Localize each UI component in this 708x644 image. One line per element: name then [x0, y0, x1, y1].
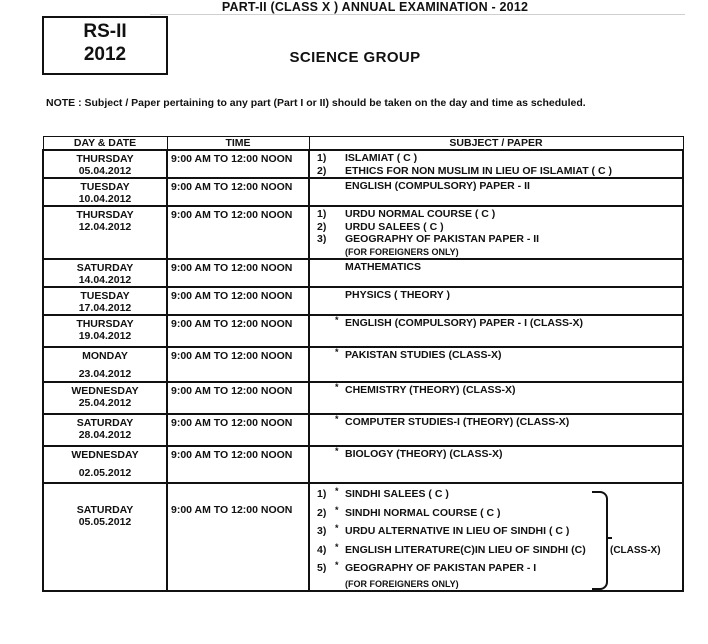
subject-line [313, 504, 679, 523]
table-row [43, 315, 683, 347]
subject-line [313, 165, 679, 178]
subject-name: SINDHI NORMAL COURSE ( C ) [345, 506, 501, 519]
subject-line [313, 485, 679, 504]
exam-time: 9:00 AM TO 12:00 NOON [171, 181, 293, 193]
subject-name: CHEMISTRY (THEORY) (CLASS-X) [345, 384, 516, 396]
table-header-row [43, 137, 683, 151]
asterisk-mark [335, 575, 345, 588]
asterisk-mark: * [335, 446, 339, 456]
page-title: PART-II (CLASS X ) ANNUAL EXAMINATION - 2012 [221, 0, 529, 14]
subject-line [313, 522, 679, 541]
table-row [43, 347, 683, 382]
day-name: WEDNESDAY [71, 385, 139, 397]
subject-number: 2) [317, 164, 327, 177]
day-date-cell [43, 259, 167, 287]
subject-cell [309, 178, 683, 206]
subject-cell [309, 382, 683, 414]
asterisk-mark: * [335, 504, 339, 515]
day-name: SATURDAY [76, 262, 134, 274]
day-name: THURSDAY [76, 153, 134, 165]
asterisk-mark [335, 218, 345, 231]
subject-line [313, 289, 679, 302]
subject-line [313, 208, 679, 221]
subject-cell [309, 446, 683, 483]
class-x-bracket [592, 491, 608, 590]
day-name: SATURDAY [76, 504, 134, 516]
time-cell [167, 150, 309, 178]
asterisk-mark: * [335, 523, 339, 533]
day-date-cell [43, 206, 167, 259]
subject-name: SINDHI SALEES ( C ) [345, 488, 449, 500]
paper-code-box [42, 16, 168, 75]
subject-number: 3) [317, 525, 327, 537]
subject-line [313, 221, 679, 234]
day-name: MONDAY [82, 350, 128, 362]
subject-line [313, 261, 679, 274]
bracket-label: (CLASS-X) [610, 545, 661, 556]
subject-name: PAKISTAN STUDIES (CLASS-X) [345, 349, 502, 361]
exam-time: 9:00 AM TO 12:00 NOON [171, 290, 293, 302]
asterisk-mark [335, 287, 345, 299]
subject-line [313, 559, 679, 578]
subject-number [313, 261, 335, 274]
subject-number [313, 384, 335, 397]
time-cell [167, 483, 309, 591]
header-subject: SUBJECT / PAPER [309, 137, 683, 151]
exam-date: 10.04.2012 [78, 193, 132, 205]
subject-line [313, 246, 679, 259]
exam-date: 05.05.2012 [78, 516, 132, 528]
subject-cell [309, 315, 683, 347]
subject-cell [309, 150, 683, 178]
subject-line [313, 317, 679, 330]
exam-time: 9:00 AM TO 12:00 NOON [171, 504, 293, 516]
asterisk-mark: * [335, 382, 339, 392]
exam-time: 9:00 AM TO 12:00 NOON [171, 385, 293, 397]
exam-date: 17.04.2012 [78, 302, 132, 314]
exam-date: 28.04.2012 [78, 429, 132, 441]
subject-name: ISLAMIAT ( C ) [345, 152, 418, 164]
subject-number [313, 578, 335, 591]
table-row [43, 446, 683, 483]
time-cell [167, 347, 309, 382]
exam-date: 14.04.2012 [78, 274, 132, 286]
subject-name: (FOR FOREIGNERS ONLY) [345, 246, 459, 257]
subject-name: URDU NORMAL COURSE ( C ) [345, 208, 496, 220]
subject-number: 1) [317, 208, 327, 220]
exam-date: 02.05.2012 [78, 467, 132, 479]
paper-year: 2012 [83, 44, 127, 65]
asterisk-mark: * [335, 414, 339, 424]
subject-number [313, 246, 335, 259]
asterisk-mark [335, 206, 345, 218]
exam-date: 19.04.2012 [78, 330, 132, 342]
subject-number: 2) [317, 506, 327, 519]
subject-name: ETHICS FOR NON MUSLIM IN LIEU OF ISLAMIAT ( C ) [345, 164, 612, 177]
subject-line [313, 448, 679, 461]
subject-number [313, 180, 335, 193]
day-date-cell [43, 150, 167, 178]
subject-name: GEOGRAPHY OF PAKISTAN PAPER - I [345, 562, 537, 574]
group-title: SCIENCE GROUP [289, 49, 421, 66]
subject-cell [309, 259, 683, 287]
subject-number [313, 416, 335, 429]
subject-name: MATHEMATICS [345, 261, 422, 273]
asterisk-mark: * [335, 541, 339, 552]
day-name: SATURDAY [76, 417, 134, 429]
subject-number: 3) [317, 233, 327, 245]
day-date-cell [43, 414, 167, 446]
table-row [43, 382, 683, 414]
asterisk-mark: * [335, 560, 339, 570]
subject-name: COMPUTER STUDIES-I (THEORY) (CLASS-X) [345, 416, 570, 428]
subject-name: URDU SALEES ( C ) [345, 220, 444, 233]
exam-time: 9:00 AM TO 12:00 NOON [171, 350, 293, 362]
subject-line [313, 349, 679, 362]
exam-time: 9:00 AM TO 12:00 NOON [171, 417, 293, 429]
subject-line [313, 152, 679, 165]
day-name: TUESDAY [80, 181, 130, 193]
time-cell [167, 259, 309, 287]
subject-number: 2) [317, 220, 327, 233]
time-cell [167, 287, 309, 315]
asterisk-mark: * [335, 315, 339, 325]
subject-line [313, 384, 679, 397]
subject-line [313, 416, 679, 429]
table-row [43, 483, 683, 591]
time-cell [167, 382, 309, 414]
subject-number [313, 349, 335, 362]
subject-cell [309, 347, 683, 382]
subject-line [313, 180, 679, 193]
class-x-bracket-tip [606, 537, 612, 539]
asterisk-mark [335, 162, 345, 175]
subject-cell [309, 287, 683, 315]
exam-date: 25.04.2012 [78, 397, 132, 409]
subject-cell [309, 206, 683, 259]
subject-number [313, 317, 335, 330]
asterisk-mark [335, 230, 345, 243]
time-cell [167, 446, 309, 483]
subject-name: (FOR FOREIGNERS ONLY) [345, 578, 459, 589]
paper-code: RS-II [83, 21, 127, 42]
table-row [43, 150, 683, 178]
schedule-table [42, 136, 684, 592]
asterisk-mark: * [335, 347, 339, 357]
table-row [43, 206, 683, 259]
exam-date: 05.04.2012 [78, 165, 132, 177]
day-date-cell [43, 315, 167, 347]
asterisk-mark [335, 259, 345, 271]
subject-line [313, 578, 679, 591]
day-date-cell [43, 347, 167, 382]
time-cell [167, 414, 309, 446]
day-date-cell [43, 483, 167, 591]
exam-time: 9:00 AM TO 12:00 NOON [171, 449, 293, 461]
table-row [43, 414, 683, 446]
subject-name: ENGLISH (COMPULSORY) PAPER - II [345, 180, 530, 192]
subject-cell [309, 414, 683, 446]
subject-number: 1) [317, 152, 327, 164]
subject-name: ENGLISH (COMPULSORY) PAPER - I (CLASS-X) [345, 317, 584, 329]
subject-name: ENGLISH LITERATURE(C)IN LIEU OF SINDHI (C) [345, 543, 586, 556]
day-date-cell [43, 382, 167, 414]
subject-name: BIOLOGY (THEORY) (CLASS-X) [345, 448, 503, 460]
subject-name: URDU ALTERNATIVE IN LIEU OF SINDHI ( C ) [345, 525, 570, 537]
exam-time: 9:00 AM TO 12:00 NOON [171, 153, 293, 165]
subject-number: 5) [317, 562, 327, 574]
day-date-cell [43, 178, 167, 206]
exam-time: 9:00 AM TO 12:00 NOON [171, 318, 293, 330]
table-row [43, 259, 683, 287]
exam-date: 12.04.2012 [78, 221, 132, 233]
subject-cell [309, 483, 683, 591]
asterisk-mark [335, 243, 345, 256]
subject-number [313, 448, 335, 461]
asterisk-mark [335, 150, 345, 162]
asterisk-mark: * [335, 486, 339, 496]
subject-name: GEOGRAPHY OF PAKISTAN PAPER - II [345, 233, 540, 245]
header-day-date: DAY & DATE [43, 137, 167, 151]
time-cell [167, 178, 309, 206]
subject-number [313, 289, 335, 302]
asterisk-mark [335, 178, 345, 190]
day-name: THURSDAY [76, 209, 134, 221]
exam-date: 23.04.2012 [78, 368, 132, 380]
subject-number: 4) [317, 543, 327, 556]
exam-time: 9:00 AM TO 12:00 NOON [171, 262, 293, 274]
day-name: THURSDAY [76, 318, 134, 330]
header-rule [150, 14, 685, 15]
subject-number: 1) [317, 488, 327, 500]
day-date-cell [43, 446, 167, 483]
table-row [43, 178, 683, 206]
day-name: WEDNESDAY [71, 449, 139, 461]
table-row [43, 287, 683, 315]
day-date-cell [43, 287, 167, 315]
note-text: NOTE : Subject / Paper pertaining to any part (Part I or II) should be taken on the day and time as scheduled. [46, 97, 586, 109]
header-time: TIME [167, 137, 309, 151]
subject-line [313, 233, 679, 246]
day-name: TUESDAY [80, 290, 130, 302]
time-cell [167, 206, 309, 259]
exam-time: 9:00 AM TO 12:00 NOON [171, 209, 293, 221]
time-cell [167, 315, 309, 347]
subject-name: PHYSICS ( THEORY ) [345, 289, 451, 301]
